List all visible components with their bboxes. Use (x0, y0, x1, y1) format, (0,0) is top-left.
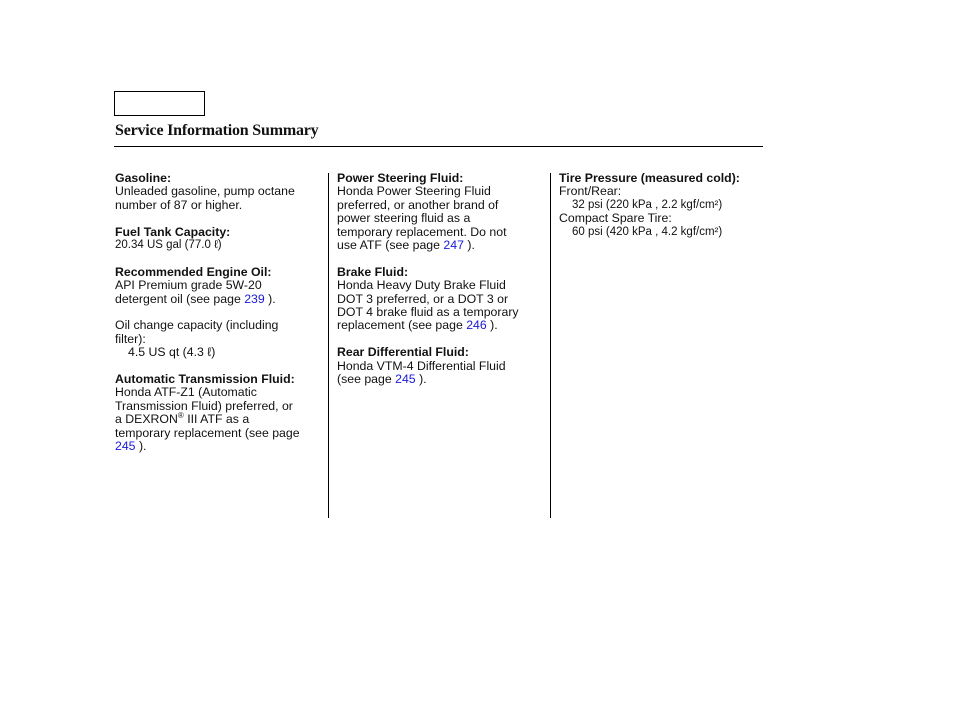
column-2 (337, 172, 545, 400)
engine-oil-section (115, 266, 325, 306)
atf-line-2: Transmission Fluid) preferred, or (115, 398, 293, 413)
atf-line-1: Honda ATF-Z1 (Automatic (115, 385, 257, 400)
power-steering-line-4: temporary replacement. Do not (337, 224, 507, 239)
oil-capacity-value: 4.5 US qt (4.3 ℓ) (128, 345, 216, 360)
page-link-245-diff[interactable]: 245 (395, 372, 416, 387)
oil-capacity-line-2: filter): (115, 331, 146, 346)
fuel-tank-heading: Fuel Tank Capacity: (115, 224, 231, 239)
fuel-tank-value: 20.34 US gal (77.0 ℓ) (115, 239, 222, 252)
brake-fluid-line-4 (337, 319, 545, 332)
gasoline-line-2: number of 87 or higher. (115, 197, 243, 212)
engine-oil-heading: Recommended Engine Oil: (115, 264, 272, 279)
engine-oil-line-2 (115, 293, 325, 306)
brake-fluid-line-2: DOT 3 preferred, or a DOT 3 or (337, 291, 509, 306)
page-title: Service Information Summary (115, 122, 319, 139)
power-steering-heading: Power Steering Fluid: (337, 171, 464, 185)
rear-diff-ref-close: ). (415, 372, 427, 387)
brake-fluid-line-3: DOT 4 brake fluid as a temporary (337, 305, 519, 320)
brake-fluid-section (337, 266, 545, 333)
tire-pressure-heading: Tire Pressure (measured cold): (559, 171, 740, 185)
power-steering-line-5 (337, 239, 545, 252)
front-rear-value: 32 psi (220 kPa , 2.2 kgf/cm²) (572, 198, 723, 211)
power-steering-section (337, 172, 545, 252)
atf-line-5 (115, 440, 325, 453)
oil-capacity-section (115, 319, 325, 359)
rear-diff-line-2 (337, 373, 545, 386)
rear-diff-line-1: Honda VTM-4 Differential Fluid (337, 358, 506, 373)
rear-diff-ref-text: (see page (337, 372, 396, 387)
brake-fluid-heading: Brake Fluid: (337, 264, 409, 279)
oil-capacity-line-1: Oil change capacity (including (115, 318, 279, 333)
column-3 (559, 172, 759, 252)
column-1 (115, 172, 325, 467)
page-link-239[interactable]: 239 (244, 291, 265, 306)
navigation-box[interactable] (114, 91, 205, 116)
atf-heading: Automatic Transmission Fluid: (115, 372, 295, 387)
power-steering-line-2: preferred, or another brand of (337, 197, 499, 212)
front-rear-label: Front/Rear: (559, 184, 622, 199)
gasoline-line-1: Unleaded gasoline, pump octane (115, 184, 295, 199)
engine-oil-ref-text: detergent oil (see page (115, 291, 245, 306)
power-steering-ref-close: ). (463, 238, 475, 253)
power-steering-line-1: Honda Power Steering Fluid (337, 184, 491, 199)
gasoline-heading: Gasoline: (115, 171, 172, 185)
atf-dexron-text: a DEXRON (115, 412, 178, 427)
gasoline-section (115, 172, 325, 212)
page-link-247[interactable]: 247 (443, 238, 464, 253)
brake-fluid-ref-text: replacement (see page (337, 318, 467, 333)
rear-diff-section (337, 346, 545, 386)
power-steering-ref-text: use ATF (see page (337, 238, 444, 253)
registered-mark: ® (177, 411, 184, 421)
column-divider-2 (550, 173, 551, 518)
atf-line-4: temporary replacement (see page (115, 425, 300, 440)
engine-oil-line-1: API Premium grade 5W-20 (115, 278, 262, 293)
brake-fluid-ref-close: ). (486, 318, 498, 333)
rear-diff-heading: Rear Differential Fluid: (337, 345, 469, 360)
page-link-246[interactable]: 246 (466, 318, 487, 333)
title-divider (114, 146, 763, 147)
column-divider-1 (328, 173, 329, 518)
page-link-245-atf[interactable]: 245 (115, 439, 136, 454)
spare-tire-label: Compact Spare Tire: (559, 211, 672, 226)
tire-pressure-section (559, 172, 759, 239)
power-steering-line-3: power steering fluid as a (337, 211, 471, 226)
fuel-tank-section (115, 226, 325, 253)
atf-dexron-rest: III ATF as a (183, 412, 250, 427)
atf-line-3 (115, 413, 325, 426)
atf-section (115, 373, 325, 453)
brake-fluid-line-1: Honda Heavy Duty Brake Fluid (337, 278, 506, 293)
atf-ref-close: ). (135, 439, 147, 454)
engine-oil-ref-close: ). (264, 291, 276, 306)
spare-tire-value: 60 psi (420 kPa , 4.2 kgf/cm²) (572, 225, 723, 238)
